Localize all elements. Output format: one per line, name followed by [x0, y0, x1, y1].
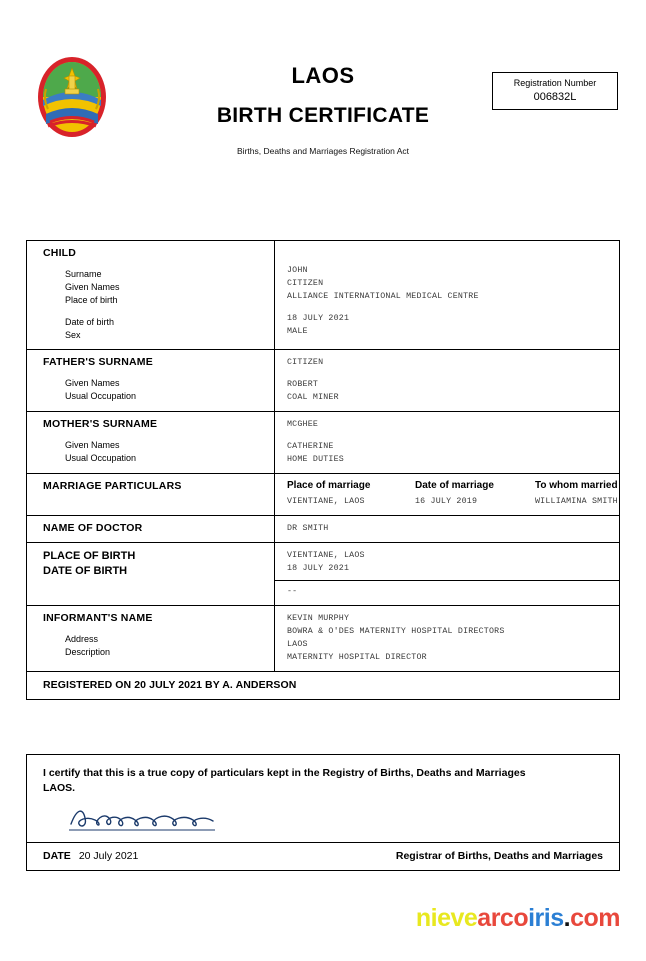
mother-usual-occupation-label: Usual Occupation: [65, 453, 137, 463]
informant-address-line2: LAOS: [287, 640, 308, 649]
doctor-value-wrap: [275, 516, 619, 542]
marriage-date-value: 16 JULY 2019: [415, 497, 478, 506]
watermark-part-iris: iris: [528, 904, 564, 932]
father-given-names-value: ROBERT: [287, 380, 319, 389]
mother-section-title: MOTHER'S SURNAME: [43, 418, 158, 430]
marriage-values: [275, 474, 628, 515]
informant-description-label: Description: [65, 647, 111, 657]
father-section-title: FATHER'S SURNAME: [43, 356, 153, 368]
marriage-place-header: Place of marriage: [287, 480, 371, 491]
certification-box: [26, 754, 620, 871]
section-father: [27, 350, 619, 412]
informant-labels: [27, 606, 275, 671]
informant-name-value: KEVIN MURPHY: [287, 614, 350, 623]
date-of-birth-title: DATE OF BIRTH: [43, 565, 128, 577]
child-date-of-birth-value: 18 JULY 2021: [287, 314, 350, 323]
child-section-title: CHILD: [43, 247, 77, 259]
document-header: [0, 42, 646, 192]
marriage-to-whom-header: To whom married: [535, 480, 618, 491]
certification-footer: [27, 842, 619, 870]
registration-number-box: [492, 72, 618, 110]
birth-extra-value: --: [287, 587, 298, 596]
child-date-of-birth-label: Date of birth: [65, 317, 115, 327]
certification-text-line1: I certify that this is a true copy of particulars kept in the Registry of Births, Deaths and Marriages: [43, 767, 526, 779]
section-marriage: [27, 474, 619, 516]
certificate-table: [26, 240, 620, 700]
signature-area: [27, 800, 619, 842]
place-of-birth-value: VIENTIANE, LAOS: [287, 551, 365, 560]
date-label: DATE: [43, 850, 71, 862]
certificate-page: [0, 42, 646, 961]
section-place-date-of-birth: [27, 543, 619, 606]
section-child: [27, 241, 619, 350]
child-place-of-birth-label: Place of birth: [65, 295, 118, 305]
father-labels: [27, 350, 275, 411]
place-of-birth-title: PLACE OF BIRTH: [43, 550, 136, 562]
father-values: [275, 350, 619, 411]
date-value: 20 July 2021: [78, 850, 139, 862]
place-date-of-birth-labels: [27, 543, 275, 605]
document-title: BIRTH CERTIFICATE: [216, 104, 430, 128]
doctor-section-title: NAME OF DOCTOR: [43, 522, 143, 534]
marriage-header-row: [287, 480, 618, 491]
informant-address-line1: BOWRA & O'DES MATERNITY HOSPITAL DIRECTORS: [287, 627, 505, 636]
certification-text-line2: LAOS.: [43, 782, 76, 794]
marriage-to-whom-value: WILLIAMINA SMITH: [535, 497, 618, 506]
informant-values: [275, 606, 619, 671]
section-registered: [27, 672, 619, 699]
place-date-of-birth-values: [275, 543, 619, 605]
marriage-labels: [27, 474, 275, 515]
child-surname-label: Surname: [65, 269, 102, 279]
mother-surname-value: MCGHEE: [287, 420, 319, 429]
doctor-label: [27, 516, 275, 542]
section-doctor: [27, 516, 619, 543]
marriage-section-title: MARRIAGE PARTICULARS: [43, 480, 182, 492]
inner-divider: [275, 580, 619, 581]
informant-address-label: Address: [65, 634, 99, 644]
watermark-dot: .: [563, 904, 571, 932]
father-usual-occupation-label: Usual Occupation: [65, 391, 137, 401]
registrar-title: Registrar of Births, Deaths and Marriages: [395, 850, 603, 862]
act-subtitle: Births, Deaths and Marriages Registration Act: [237, 146, 409, 157]
registration-number-value: 006832L: [533, 90, 577, 103]
child-given-names-value: CITIZEN: [287, 279, 324, 288]
registered-line: REGISTERED ON 20 JULY 2021 BY A. ANDERSON: [43, 679, 297, 691]
certification-text: [27, 755, 619, 800]
mother-values: [275, 412, 619, 473]
child-labels: [27, 241, 275, 349]
country-title: LAOS: [291, 63, 355, 88]
mother-usual-occupation-value: HOME DUTIES: [287, 455, 344, 464]
registration-number-label: Registration Number: [513, 78, 597, 88]
child-surname-value: JOHN: [287, 266, 308, 275]
mother-labels: [27, 412, 275, 473]
informant-section-title: INFORMANT'S NAME: [43, 612, 153, 624]
section-mother: [27, 412, 619, 474]
child-sex-label: Sex: [65, 330, 81, 340]
child-given-names-label: Given Names: [65, 282, 120, 292]
informant-description-value: MATERNITY HOSPITAL DIRECTOR: [287, 653, 427, 662]
child-values: [275, 241, 619, 349]
date-of-birth-value: 18 JULY 2021: [287, 564, 350, 573]
father-usual-occupation-value: COAL MINER: [287, 393, 339, 402]
child-sex-value: MALE: [287, 327, 308, 336]
child-place-of-birth-value: ALLIANCE INTERNATIONAL MEDICAL CENTRE: [287, 292, 479, 301]
father-surname-value: CITIZEN: [287, 358, 324, 367]
mother-given-names-label: Given Names: [65, 440, 120, 450]
laos-national-emblem-icon: [36, 56, 108, 138]
marriage-date-header: Date of marriage: [415, 480, 494, 491]
doctor-value: DR SMITH: [287, 524, 329, 533]
mother-given-names-value: CATHERINE: [287, 442, 334, 451]
marriage-value-row: [287, 495, 618, 508]
watermark-part-nieve: nieve: [415, 904, 478, 932]
section-informant: [27, 606, 619, 672]
watermark-tld: com: [570, 904, 620, 932]
registrar-signature-icon: [65, 802, 245, 836]
watermark-part-arco: arco: [477, 904, 529, 932]
father-given-names-label: Given Names: [65, 378, 120, 388]
marriage-place-value: VIENTIANE, LAOS: [287, 497, 365, 506]
